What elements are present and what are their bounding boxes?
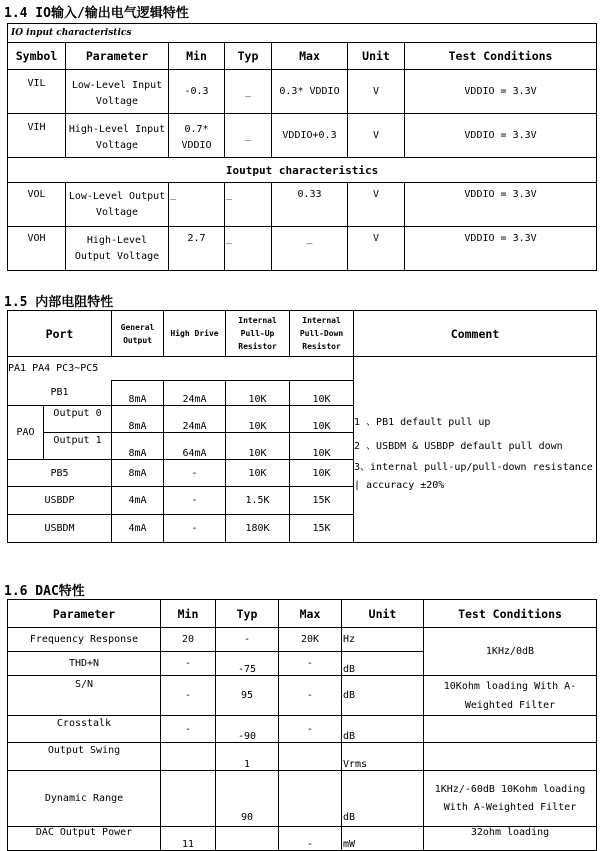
- cell: 1KHz/-60dB 10Kohm loading With A-Weighted Filter: [424, 771, 597, 827]
- cell: 10Kohm loading With A-Weighted Filter: [424, 676, 597, 716]
- cell: PB5: [8, 460, 112, 487]
- cell: 10K: [226, 433, 290, 460]
- cell: _: [169, 183, 225, 227]
- cell: 1.5K: [226, 487, 290, 515]
- cell: _: [225, 183, 272, 227]
- io-input-caption: IO input characteristics: [8, 24, 597, 43]
- header-row: [8, 311, 597, 357]
- cell: 8mA: [112, 433, 164, 460]
- cell: 10K: [290, 381, 354, 406]
- cell: 2.7: [169, 227, 225, 271]
- cell: -: [161, 652, 216, 676]
- cell: 10K: [226, 381, 290, 406]
- cell: -90: [216, 716, 279, 743]
- cell: 1KHz/0dB: [424, 628, 597, 676]
- table-row: [8, 114, 597, 158]
- col-header: Typ: [225, 43, 272, 70]
- col-header: Internal Pull-Down Resistor: [290, 311, 354, 357]
- cell: VDDIO = 3.3V: [405, 70, 597, 114]
- cell: VOL: [8, 183, 66, 227]
- col-header: Test Conditions: [405, 43, 597, 70]
- col-header: Symbol: [8, 43, 66, 70]
- cell: Crosstalk: [8, 716, 161, 743]
- cell: 15K: [290, 515, 354, 543]
- cell: Hz: [342, 628, 424, 652]
- col-header: Test Conditions: [424, 600, 597, 628]
- io-header-row: [8, 43, 597, 70]
- section-1-4-title: 1.4 IO输入/输出电气逻辑特性: [4, 6, 189, 21]
- cell: mW: [342, 827, 424, 851]
- col-header: General Output: [112, 311, 164, 357]
- cell: [424, 716, 597, 743]
- table-row: [8, 628, 597, 652]
- cell: [216, 827, 279, 851]
- cell: _: [225, 114, 272, 158]
- cell: 10K: [226, 406, 290, 433]
- cell: 0.33: [272, 183, 348, 227]
- table-row: [8, 70, 597, 114]
- cell: 10K: [226, 460, 290, 487]
- col-header: Port: [8, 311, 112, 357]
- cell: Dynamic Range: [8, 771, 161, 827]
- cell: 24mA: [164, 381, 226, 406]
- col-header: High Drive: [164, 311, 226, 357]
- col-header: Min: [161, 600, 216, 628]
- cell: dB: [342, 652, 424, 676]
- col-header: Parameter: [8, 600, 161, 628]
- table-row: [8, 771, 597, 827]
- cell: -: [279, 676, 342, 716]
- io-characteristics-table: [7, 23, 597, 271]
- table-row: [8, 716, 597, 743]
- col-header: Unit: [348, 43, 405, 70]
- cell: Output 0: [44, 406, 112, 433]
- cell: 8mA: [112, 381, 164, 406]
- col-header: Unit: [342, 600, 424, 628]
- cell: 180K: [226, 515, 290, 543]
- cell: -75: [216, 652, 279, 676]
- col-header: Max: [279, 600, 342, 628]
- resistor-table: [7, 310, 597, 543]
- cell: 15K: [290, 487, 354, 515]
- cell: VIL: [8, 70, 66, 114]
- cell: _: [225, 70, 272, 114]
- cell: 20: [161, 628, 216, 652]
- cell: USBDM: [8, 515, 112, 543]
- col-header: Comment: [354, 311, 597, 357]
- cell: VDDIO = 3.3V: [405, 183, 597, 227]
- cell: -: [161, 716, 216, 743]
- cell: -: [216, 628, 279, 652]
- cell: -: [279, 716, 342, 743]
- cell: Frequency Response: [8, 628, 161, 652]
- cell: VIH: [8, 114, 66, 158]
- cell: High-Level Output Voltage: [66, 227, 169, 271]
- cell: -: [279, 827, 342, 851]
- cell: 10K: [290, 460, 354, 487]
- cell: [279, 743, 342, 771]
- cell: Output 1: [44, 433, 112, 460]
- cell: 10K: [290, 433, 354, 460]
- table-row: [8, 827, 597, 851]
- col-header: Typ: [216, 600, 279, 628]
- table-row: [8, 676, 597, 716]
- col-header: Min: [169, 43, 225, 70]
- cell: V: [348, 227, 405, 271]
- cell: 0.7* VDDIO: [169, 114, 225, 158]
- cell: Vrms: [342, 743, 424, 771]
- comment-line: 1 、PB1 default pull up: [354, 417, 491, 428]
- comment-cell: [354, 357, 597, 543]
- cell: _: [225, 227, 272, 271]
- col-header: Internal Pull-Up Resistor: [226, 311, 290, 357]
- table-row: [8, 743, 597, 771]
- cell: -0.3: [169, 70, 225, 114]
- cell: VDDIO = 3.3V: [405, 227, 597, 271]
- cell: USBDP: [8, 487, 112, 515]
- cell: 90: [216, 771, 279, 827]
- output-subheader: Ioutput characteristics: [8, 158, 597, 183]
- cell: 8mA: [112, 460, 164, 487]
- cell: [279, 771, 342, 827]
- cell: -: [161, 676, 216, 716]
- cell: [161, 743, 216, 771]
- cell: Low-Level Output Voltage: [66, 183, 169, 227]
- dac-table: [7, 599, 597, 851]
- table-row: [8, 227, 597, 271]
- cell: THD+N: [8, 652, 161, 676]
- cell: 4mA: [112, 515, 164, 543]
- cell: -: [164, 487, 226, 515]
- cell: _: [272, 227, 348, 271]
- cell: DAC Output Power: [8, 827, 161, 851]
- cell: 1: [216, 743, 279, 771]
- cell: V: [348, 183, 405, 227]
- cell: -: [164, 460, 226, 487]
- cell: Output Swing: [8, 743, 161, 771]
- cell: 95: [216, 676, 279, 716]
- cell: 0.3* VDDIO: [272, 70, 348, 114]
- table-row: [8, 183, 597, 227]
- cell: [424, 743, 597, 771]
- section-1-5-title: 1.5 内部电阻特性: [4, 295, 114, 310]
- pao-label: PAO: [8, 406, 44, 460]
- comment-line: 3、internal pull-up/pull-down resistance | accuracy ±20%: [354, 462, 593, 491]
- cell: -: [164, 515, 226, 543]
- cell: PB1: [8, 381, 112, 406]
- cell: 20K: [279, 628, 342, 652]
- col-header: Parameter: [66, 43, 169, 70]
- cell: dB: [342, 716, 424, 743]
- cell: V: [348, 114, 405, 158]
- col-header: Max: [272, 43, 348, 70]
- cell: 10K: [290, 406, 354, 433]
- cell: VDDIO = 3.3V: [405, 114, 597, 158]
- header-row: [8, 600, 597, 628]
- cell: 4mA: [112, 487, 164, 515]
- cell: 32ohm loading: [424, 827, 597, 851]
- cell: High-Level Input Voltage: [66, 114, 169, 158]
- cell: VDDIO+0.3: [272, 114, 348, 158]
- cell: 8mA: [112, 406, 164, 433]
- cell: [161, 771, 216, 827]
- cell: 11: [161, 827, 216, 851]
- cell: dB: [342, 676, 424, 716]
- port-group-label: PA1 PA4 PC3~PC5: [8, 357, 354, 381]
- cell: 24mA: [164, 406, 226, 433]
- comment-line: 2 、USBDM & USBDP default pull down: [354, 441, 563, 452]
- cell: 64mA: [164, 433, 226, 460]
- cell: VOH: [8, 227, 66, 271]
- cell: -: [279, 652, 342, 676]
- cell: V: [348, 70, 405, 114]
- cell: S/N: [8, 676, 161, 716]
- section-1-6-title: 1.6 DAC特性: [4, 584, 85, 599]
- cell: dB: [342, 771, 424, 827]
- cell: Low-Level Input Voltage: [66, 70, 169, 114]
